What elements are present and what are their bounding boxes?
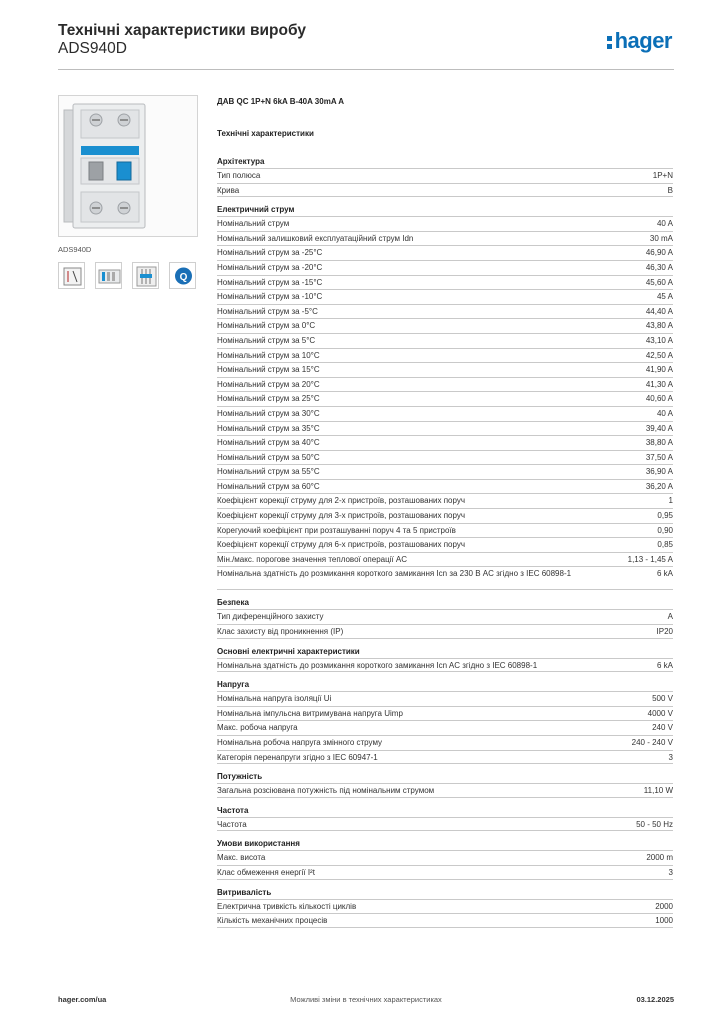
spec-label: Номінальна здатність до розмикання короткого замикання Icn AC згідно з IEC 60898-1 [217, 660, 538, 670]
spec-label: Номінальний струм за 40°C [217, 438, 320, 448]
spec-value: A [667, 612, 673, 622]
spec-row [217, 260, 673, 275]
spec-value: 43,80 A [645, 321, 673, 331]
spec-row [217, 391, 673, 406]
spec-value: 36,20 A [645, 481, 673, 491]
spec-value: 41,30 A [645, 379, 673, 389]
spec-row [217, 523, 673, 538]
spec-row [217, 304, 673, 319]
spec-row [217, 450, 673, 465]
spec-label: Тип полюса [217, 171, 261, 180]
spec-row [217, 183, 673, 198]
spec-label: Частота [217, 819, 247, 829]
spec-row [217, 479, 673, 494]
spec-label: Номінальний струм за 5°C [217, 335, 316, 345]
product-media [58, 95, 198, 289]
spec-value: 36,90 A [645, 467, 673, 477]
spec-value: 1 [668, 496, 673, 506]
spec-value: 4000 V [647, 708, 673, 718]
spec-label: Номінальний струм за 35°C [217, 423, 320, 433]
spec-value: 43,10 A [645, 335, 673, 345]
spec-table [217, 783, 673, 798]
spec-row [217, 231, 673, 246]
spec-row [217, 735, 673, 750]
spec-group-title: Основні електричні характеристики [217, 646, 360, 656]
spec-group [217, 645, 673, 673]
spec-value: 1,13 - 1,45 A [627, 554, 673, 564]
spec-row [217, 245, 673, 260]
spec-row [217, 552, 673, 567]
spec-label: Мін./макс. порогове значення теплової операції AC [217, 554, 408, 564]
footer-website-link[interactable]: hager.com/ua [58, 995, 107, 1004]
spec-value: 2000 m [646, 853, 673, 863]
terminal-photo-icon[interactable] [132, 262, 159, 289]
spec-row [217, 289, 673, 304]
installation-photo-icon[interactable] [95, 262, 122, 289]
spec-label: Номінальний струм за -5°C [217, 306, 318, 316]
footer-note: Можливі зміни в технічних характеристиках [290, 995, 442, 1004]
thumbnail-strip [58, 262, 198, 289]
spec-value: 37,50 A [645, 452, 673, 462]
spec-row [217, 817, 673, 832]
spec-label: Номінальний струм за 0°C [217, 321, 316, 331]
spec-table [217, 609, 673, 638]
spec-value: 42,50 A [645, 350, 673, 360]
spec-sheet [217, 97, 673, 928]
spec-label: Коефіцієнт корекції струму для 3-х пристроїв, розташованих поруч [217, 511, 466, 521]
spec-row [217, 275, 673, 290]
spec-value: 40,60 A [645, 394, 673, 404]
spec-group-title: Умови використання [217, 839, 300, 849]
spec-label: Електрична тривкість кількості циклів [217, 901, 357, 911]
spec-row [217, 691, 673, 706]
spec-row [217, 168, 673, 183]
spec-row [217, 720, 673, 735]
spec-label: Номінальний струм за 60°C [217, 481, 320, 491]
spec-label: Загальна розсіювана потужність під номінальним струмом [217, 786, 435, 796]
hager-logo [607, 28, 672, 54]
spec-group-title: Електричний струм [217, 205, 295, 215]
spec-group-title: Витривалість [217, 887, 272, 897]
document-subtitle: ADS940D [58, 40, 127, 57]
spec-row [217, 406, 673, 421]
tech-specs-heading: Технічні характеристики [217, 129, 314, 138]
spec-value: 1P+N [652, 171, 673, 180]
spec-row [217, 435, 673, 450]
spec-value: 40 A [656, 219, 673, 229]
spec-row [217, 318, 673, 333]
spec-row [217, 899, 673, 914]
spec-label: Номінальний струм за -15°C [217, 277, 323, 287]
spec-value: 44,40 A [645, 306, 673, 316]
spec-group-title: Частота [217, 805, 249, 815]
spec-row [217, 333, 673, 348]
spec-label: Номінальна імпульсна витримувана напруга Uimp [217, 708, 403, 718]
spec-value: 240 - 240 V [631, 738, 673, 747]
spec-group [217, 804, 673, 832]
spec-group-title: Безпека [217, 598, 249, 608]
spec-group-title: Потужність [217, 772, 263, 782]
spec-value: 3 [668, 867, 673, 877]
circuit-breaker-image [59, 96, 199, 238]
spec-table [217, 216, 673, 590]
spec-row [217, 913, 673, 928]
quality-badge-icon[interactable] [169, 262, 196, 289]
spec-row [217, 706, 673, 721]
spec-table [217, 168, 673, 197]
spec-value: B [667, 185, 673, 195]
spec-value: 6 kA [656, 569, 673, 579]
spec-label: Номінальний залишковий експлуатаційний струм Idn [217, 233, 414, 243]
spec-value: IP20 [656, 627, 673, 637]
spec-row [217, 216, 673, 231]
spec-row [217, 348, 673, 363]
spec-table [217, 691, 673, 764]
spec-group [217, 678, 673, 764]
spec-label: Кількість механічних процесів [217, 916, 328, 926]
spec-value: 6 kA [656, 660, 673, 670]
spec-label: Номінальний струм за -25°C [217, 248, 323, 258]
spec-group-title: Архітектура [217, 157, 265, 166]
spec-group [217, 203, 673, 590]
spec-label: Номінальний струм за -10°C [217, 292, 323, 302]
spec-value: 0,95 [657, 511, 673, 521]
spec-table [217, 899, 673, 928]
spec-value: 41,90 A [645, 365, 673, 375]
spec-value: 0,90 [657, 525, 673, 535]
spec-value: 3 [668, 752, 673, 762]
spec-row [217, 783, 673, 798]
spec-value: 1000 [655, 916, 673, 926]
document-title: Технічні характеристики виробу [58, 22, 306, 39]
spec-label: Макс. висота [217, 853, 266, 863]
product-name: ДАВ QC 1P+N 6kA B-40A 30mA A [217, 97, 344, 106]
spec-group [217, 886, 673, 928]
svg-text:Q: Q [179, 272, 188, 283]
spec-label: Номінальна робоча напруга змінного струму [217, 738, 383, 747]
footer-date: 03.12.2025 [636, 995, 674, 1004]
spec-label: Номінальний струм за -20°C [217, 262, 323, 272]
spec-value: 40 A [656, 408, 673, 418]
spec-table [217, 850, 673, 879]
spec-group-title: Напруга [217, 680, 250, 690]
spec-label: Номінальний струм за 55°C [217, 467, 320, 477]
spec-label: Номінальний струм за 25°C [217, 394, 320, 404]
spec-label: Клас обмеження енергії I²t [217, 867, 315, 877]
spec-row [217, 750, 673, 765]
page-header [58, 22, 674, 70]
spec-row [217, 421, 673, 436]
spec-value: 46,30 A [645, 262, 673, 272]
spec-value: 500 V [652, 694, 673, 704]
spec-group [217, 770, 673, 798]
spec-value: 11,10 W [643, 786, 673, 796]
spec-value: 45 A [656, 292, 673, 302]
spec-label: Номінальний струм [217, 219, 290, 229]
spec-label: Крива [217, 185, 240, 195]
spec-group [217, 155, 673, 197]
product-code: ADS940D [58, 245, 92, 254]
spec-row [217, 537, 673, 552]
spec-label: Номінальний струм за 30°C [217, 408, 320, 418]
spec-group [217, 596, 673, 638]
spec-row [217, 658, 673, 673]
spec-label: Номінальна напруга ізоляції Ui [217, 694, 332, 704]
spec-label: Номінальний струм за 15°C [217, 365, 320, 375]
logo-text: hager [614, 28, 672, 53]
spec-value: 39,40 A [645, 423, 673, 433]
spec-label: Коефіцієнт корекції струму для 6-х пристроїв, розташованих поруч [217, 540, 466, 550]
product-image [58, 95, 198, 237]
spec-label: Тип диференційного захисту [217, 612, 324, 622]
spec-row [217, 493, 673, 508]
spec-label: Номінальна здатність до розмикання короткого замикання Icn за 230 В AC згідно з IEC 60898-1 [217, 569, 572, 579]
spec-value: 2000 [655, 901, 673, 911]
spec-label: Коефіцієнт корекції струму для 2-х пристроїв, розташованих поруч [217, 496, 466, 506]
spec-value: 38,80 A [645, 438, 673, 448]
spec-value: 30 mA [649, 233, 673, 243]
spec-label: Клас захисту від проникнення (IP) [217, 627, 344, 637]
spec-row [217, 609, 673, 624]
spec-value: 0,85 [657, 540, 673, 550]
spec-group [217, 837, 673, 879]
spec-value: 46,90 A [645, 248, 673, 258]
spec-label: Макс. робоча напруга [217, 723, 298, 733]
spec-row [217, 464, 673, 479]
wiring-diagram-icon[interactable] [58, 262, 85, 289]
spec-row [217, 865, 673, 880]
spec-row [217, 362, 673, 377]
spec-label: Номінальний струм за 50°C [217, 452, 320, 462]
spec-row [217, 508, 673, 523]
spec-label: Номінальний струм за 10°C [217, 350, 320, 360]
spec-row [217, 624, 673, 639]
spec-row [217, 566, 673, 590]
spec-value: 50 - 50 Hz [636, 819, 673, 829]
spec-value: 45,60 A [645, 277, 673, 287]
spec-table [217, 658, 673, 673]
spec-label: Корегуючий коефіцієнт при розташуванні поруч 4 та 5 пристроїв [217, 525, 456, 535]
spec-value: 240 V [652, 723, 673, 733]
spec-groups [217, 155, 673, 928]
logo-dots-icon [607, 34, 613, 50]
spec-label: Категорія перенапруги згідно з IEC 60947-1 [217, 752, 378, 762]
spec-row [217, 850, 673, 865]
spec-table [217, 817, 673, 832]
spec-row [217, 377, 673, 392]
spec-label: Номінальний струм за 20°C [217, 379, 320, 389]
